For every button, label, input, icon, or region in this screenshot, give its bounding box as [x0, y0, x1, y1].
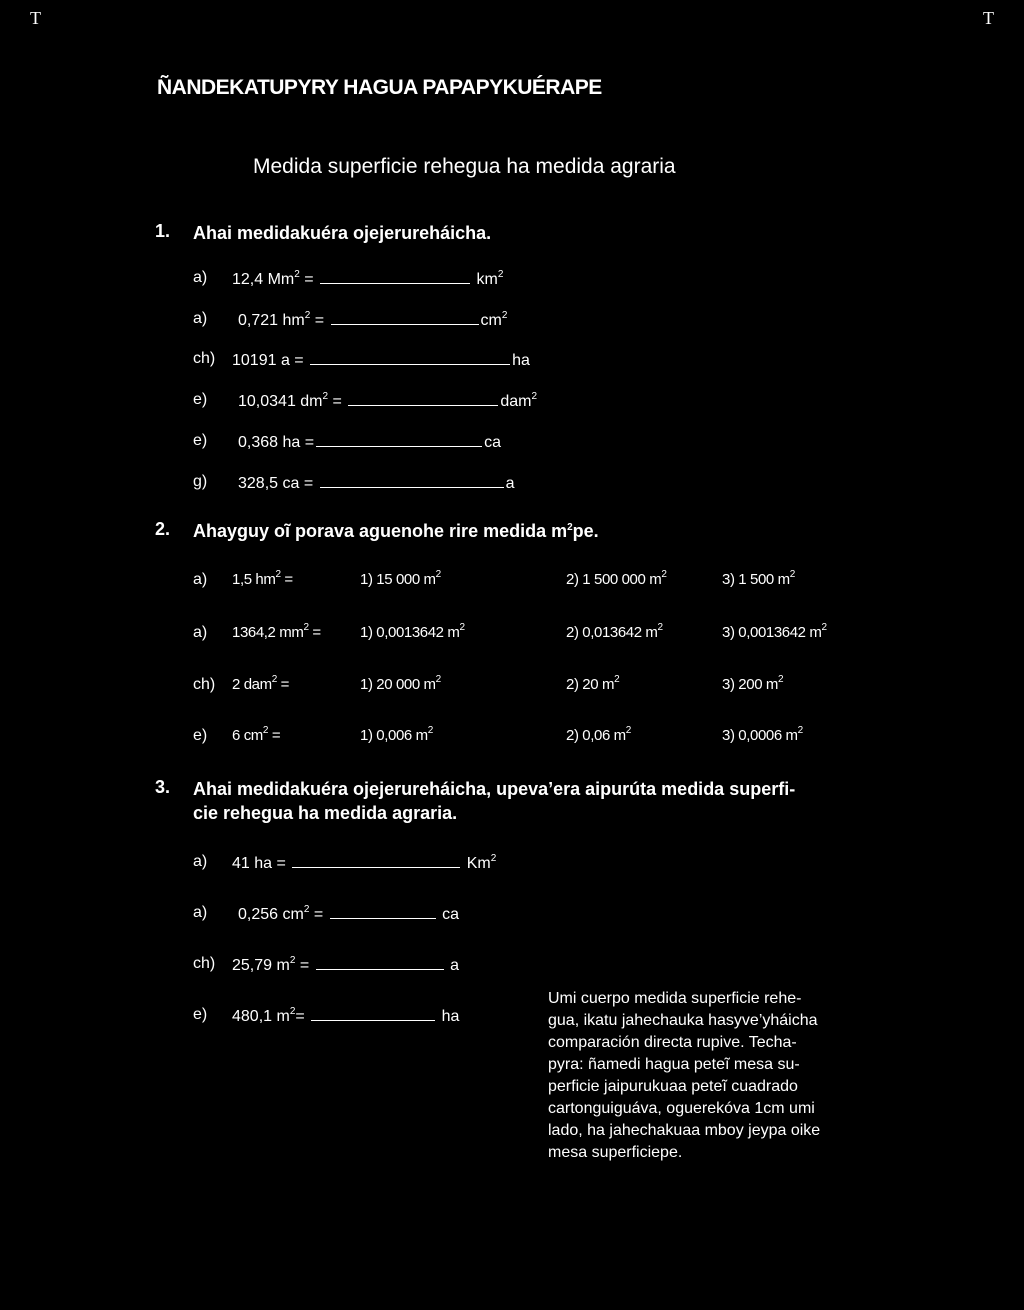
- item-label: a): [193, 853, 208, 870]
- equals: =: [328, 393, 342, 410]
- quantity: 328,5 ca: [238, 475, 300, 492]
- side-note: [548, 988, 858, 1164]
- equals: =: [299, 271, 314, 288]
- unit: a: [450, 957, 459, 974]
- option-2[interactable]: 2) 0,06 $m^2$: [566, 725, 631, 744]
- unit: ca: [442, 906, 459, 923]
- conversion-row: [232, 853, 496, 873]
- note-line: perficie jaipurukuaa peteĩ cuadrado: [548, 1078, 798, 1095]
- corner-mark-right: T: [983, 8, 994, 28]
- equals: =: [289, 352, 304, 369]
- option-3[interactable]: 3) 0,0006 $m^2$: [722, 725, 803, 744]
- unit: ca: [484, 434, 501, 451]
- quantity: 41 ha: [232, 855, 273, 872]
- quantity: 12,4 Mm: [232, 271, 295, 288]
- item-label: g): [193, 473, 208, 490]
- exponent: 2: [322, 391, 329, 402]
- unit: a: [505, 475, 515, 492]
- option-1[interactable]: 1) 0,0013642 $m^2$: [360, 622, 465, 641]
- expression: 1364,2 $mm^2$ =: [232, 622, 321, 641]
- item-label: e): [193, 391, 208, 408]
- section-header: ÑANDEKATUPYRY HAGUA PAPAPYKUÉRAPE: [157, 76, 602, 99]
- note-line: gua, ikatu jahechauka hasyve’yháicha: [548, 1012, 818, 1029]
- answer-blank[interactable]: [320, 269, 470, 284]
- equals: =: [295, 957, 310, 974]
- exponent: 2: [303, 904, 310, 915]
- option-3[interactable]: 3) 1 500 $m^2$: [722, 569, 795, 588]
- conversion-row: [238, 391, 537, 411]
- option-2[interactable]: 2) 20 $m^2$: [566, 674, 620, 693]
- option-3[interactable]: 3) 0,0013642 $m^2$: [722, 622, 827, 641]
- item-label: ch): [193, 350, 216, 367]
- corner-mark-left: T: [30, 8, 41, 28]
- note-line: Umi cuerpo medida superficie rehe-: [548, 990, 802, 1007]
- note-line: comparación directa rupive. Techa-: [548, 1034, 797, 1051]
- unit: cm: [480, 312, 502, 329]
- quantity: 10191 a: [232, 352, 290, 369]
- conversion-row: [232, 955, 459, 975]
- exponent: 2: [490, 853, 497, 864]
- quantity: 0,368 ha: [238, 434, 301, 451]
- question-number: 3.: [155, 777, 171, 797]
- unit: km: [476, 271, 498, 288]
- question-text: Ahai medidakuéra ojejerureháicha, upeva’era aipurúta medida superfi- cie rehegua ha medida agraria.: [193, 779, 796, 823]
- page-subtitle: Medida superficie rehegua ha medida agraria: [253, 155, 676, 178]
- conversion-row: [232, 269, 503, 289]
- option-3[interactable]: 3) 200 $m^2$: [722, 674, 784, 693]
- question-number: 2.: [155, 519, 171, 539]
- item-label: ch): [193, 955, 216, 972]
- unit: ha: [441, 1008, 460, 1025]
- answer-blank[interactable]: [330, 904, 436, 919]
- equals: =: [310, 312, 325, 329]
- option-1[interactable]: 1) 15 000 $m^2$: [360, 569, 441, 588]
- item-label: a): [193, 571, 208, 588]
- equals: =: [300, 434, 315, 451]
- expression: 1,5 $hm^2$ =: [232, 569, 293, 588]
- answer-blank[interactable]: [348, 391, 498, 406]
- unit: Km: [466, 855, 491, 872]
- quantity: 0,256 cm: [238, 906, 304, 923]
- item-label: a): [193, 269, 208, 286]
- item-label: a): [193, 624, 208, 641]
- conversion-row: [232, 1006, 459, 1026]
- conversion-row: [238, 904, 459, 924]
- exponent: 2: [289, 955, 296, 966]
- answer-blank[interactable]: [316, 955, 444, 970]
- quantity: 0,721 hm: [238, 312, 305, 329]
- item-label: e): [193, 1006, 208, 1023]
- option-1[interactable]: 1) 20 000 $m^2$: [360, 674, 441, 693]
- equals: =: [272, 855, 286, 872]
- note-line: mesa superficiepe.: [548, 1144, 683, 1161]
- exponent: 2: [501, 310, 508, 321]
- note-line: lado, ha jahechakuaa mboy jeypa oike: [548, 1122, 821, 1139]
- equals: =: [295, 1008, 305, 1025]
- question-text: Ahayguy oĩ porava aguenohe rire medida $m^2pe$.: [193, 521, 599, 541]
- answer-blank[interactable]: [310, 350, 510, 365]
- answer-blank[interactable]: [316, 432, 482, 447]
- item-label: e): [193, 727, 208, 744]
- answer-blank[interactable]: [311, 1006, 435, 1021]
- unit: ha: [512, 352, 530, 369]
- note-line: cartonguiguáva, oguerekóva 1cm umi: [548, 1100, 815, 1117]
- option-1[interactable]: 1) 0,006 $m^2$: [360, 725, 433, 744]
- option-2[interactable]: 2) 1 500 000 $m^2$: [566, 569, 667, 588]
- conversion-row: [238, 432, 501, 452]
- expression: 6 $cm^2$ =: [232, 725, 281, 744]
- exponent: 2: [531, 391, 538, 402]
- quantity: 480,1 m: [232, 1008, 290, 1025]
- item-label: a): [193, 904, 208, 921]
- expression: 2 dam$^2$ =: [232, 674, 290, 693]
- unit: dam: [500, 393, 532, 410]
- exponent: 2: [304, 310, 311, 321]
- conversion-row: [238, 473, 515, 493]
- quantity: 10,0341 dm: [238, 393, 323, 410]
- item-label: ch): [193, 676, 216, 693]
- exponent: 2: [294, 269, 300, 280]
- conversion-row: [238, 310, 507, 330]
- answer-blank[interactable]: [331, 310, 479, 325]
- conversion-row: [232, 350, 530, 370]
- equals: =: [299, 475, 314, 492]
- exponent: 2: [289, 1006, 296, 1017]
- answer-blank[interactable]: [320, 473, 504, 488]
- question-text: Ahai medidakuéra ojejerureháicha.: [193, 223, 492, 243]
- exponent: 2: [497, 269, 504, 280]
- question-number: 1.: [155, 221, 171, 241]
- item-label: e): [193, 432, 208, 449]
- option-2[interactable]: 2) 0,013642 $m^2$: [566, 622, 663, 641]
- note-line: pyra: ñamedi hagua peteĩ mesa su-: [548, 1056, 800, 1073]
- quantity: 25,79 m: [232, 957, 290, 974]
- equals: =: [309, 906, 324, 923]
- item-label: a): [193, 310, 208, 327]
- answer-blank[interactable]: [292, 853, 460, 868]
